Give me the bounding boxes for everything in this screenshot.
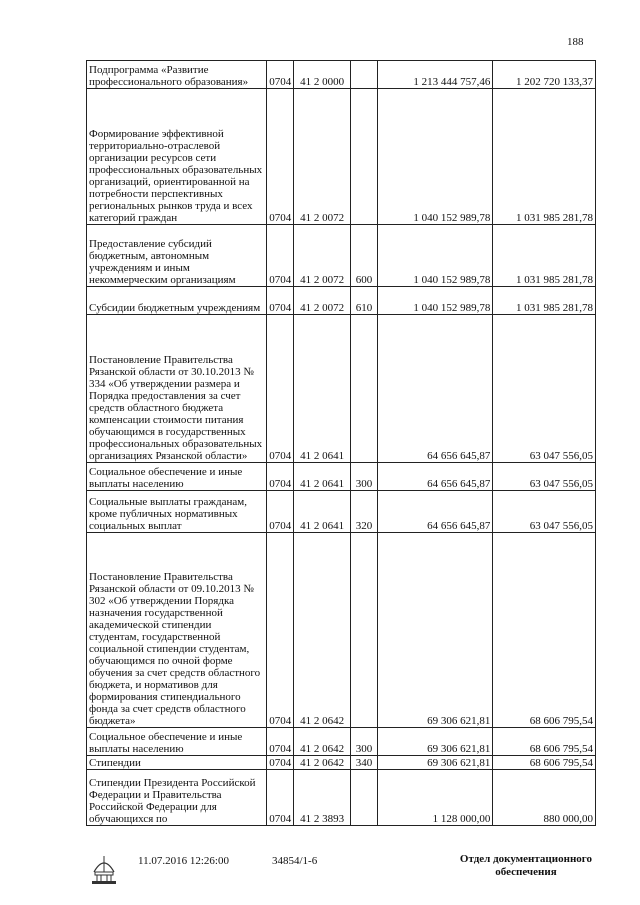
row-expense-type: 300 <box>350 463 377 491</box>
department-line-1: Отдел документационного <box>459 853 592 865</box>
row-amount-year1: 1 040 152 989,78 <box>378 287 493 315</box>
table-row <box>87 315 596 463</box>
row-section: 0704 <box>267 491 294 533</box>
table-row <box>87 463 596 491</box>
row-amount-year2: 1 031 985 281,78 <box>493 225 596 287</box>
registration-timestamp: 11.07.2016 12:26:00 <box>138 855 229 867</box>
row-amount-year1: 1 128 000,00 <box>378 770 493 826</box>
table-row <box>87 770 596 826</box>
department-label <box>460 853 592 879</box>
row-amount-year2: 63 047 556,05 <box>493 491 596 533</box>
row-expense-type: 300 <box>350 728 377 756</box>
row-amount-year2: 68 606 795,54 <box>493 533 596 728</box>
row-name: Социальное обеспечение и иные выплаты населению <box>87 728 267 756</box>
row-expense-type <box>350 770 377 826</box>
row-section: 0704 <box>267 533 294 728</box>
row-expense-type <box>350 89 377 225</box>
row-section: 0704 <box>267 315 294 463</box>
row-name: Социальные выплаты гражданам, кроме публичных нормативных социальных выплат <box>87 491 267 533</box>
row-target-article: 41 2 0642 <box>294 728 351 756</box>
row-target-article: 41 2 0000 <box>294 61 351 89</box>
row-amount-year1: 1 040 152 989,78 <box>378 225 493 287</box>
page-footer <box>86 853 596 893</box>
page-number: 188 <box>567 36 584 48</box>
row-expense-type <box>350 61 377 89</box>
row-amount-year1: 1 040 152 989,78 <box>378 89 493 225</box>
row-expense-type: 340 <box>350 756 377 770</box>
row-expense-type: 600 <box>350 225 377 287</box>
table-row <box>87 756 596 770</box>
table-row <box>87 533 596 728</box>
row-amount-year2: 68 606 795,54 <box>493 756 596 770</box>
row-section: 0704 <box>267 61 294 89</box>
row-name: Социальное обеспечение и иные выплаты населению <box>87 463 267 491</box>
row-section: 0704 <box>267 728 294 756</box>
row-target-article: 41 2 0641 <box>294 491 351 533</box>
row-amount-year2: 63 047 556,05 <box>493 463 596 491</box>
row-section: 0704 <box>267 463 294 491</box>
row-name: Стипендии Президента Российской Федерации и Правительства Российской Федерации для обучающихся по <box>87 770 267 826</box>
table-row <box>87 491 596 533</box>
row-target-article: 41 2 0072 <box>294 225 351 287</box>
row-amount-year2: 1 031 985 281,78 <box>493 89 596 225</box>
row-target-article: 41 2 0072 <box>294 287 351 315</box>
row-section: 0704 <box>267 225 294 287</box>
row-amount-year1: 69 306 621,81 <box>378 533 493 728</box>
document-number: 34854/1-6 <box>272 855 318 867</box>
row-expense-type <box>350 533 377 728</box>
table-row <box>87 61 596 89</box>
row-amount-year2: 880 000,00 <box>493 770 596 826</box>
row-name: Стипендии <box>87 756 267 770</box>
row-name: Формирование эффективной территориально-отраслевой организации ресурсов сети профессиональных образовательных организаций, ориентированной на потребности перспективных региональных рынков труда и всех категорий граждан <box>87 89 267 225</box>
table-row <box>87 225 596 287</box>
row-expense-type <box>350 315 377 463</box>
row-name: Предоставление субсидий бюджетным, автономным учреждениям и иным некоммерческим организациям <box>87 225 267 287</box>
row-amount-year1: 1 213 444 757,46 <box>378 61 493 89</box>
row-section: 0704 <box>267 287 294 315</box>
row-target-article: 41 2 3893 <box>294 770 351 826</box>
row-target-article: 41 2 0072 <box>294 89 351 225</box>
row-section: 0704 <box>267 770 294 826</box>
row-name: Постановление Правительства Рязанской области от 09.10.2013 № 302 «Об утверждении Порядка назначения государственной академической стипендии студентам, государственной социальной стипендии студентам, обучающимся по очной форме обучения за счет средств областного бюджета, и нормативов для формирования стипендиального фонда за счет средств областного бюджета» <box>87 533 267 728</box>
row-target-article: 41 2 0641 <box>294 315 351 463</box>
row-amount-year1: 69 306 621,81 <box>378 756 493 770</box>
row-amount-year2: 1 202 720 133,37 <box>493 61 596 89</box>
row-amount-year2: 63 047 556,05 <box>493 315 596 463</box>
duma-logo-icon <box>86 850 122 886</box>
table-row <box>87 728 596 756</box>
row-amount-year1: 69 306 621,81 <box>378 728 493 756</box>
row-amount-year1: 64 656 645,87 <box>378 315 493 463</box>
row-amount-year2: 68 606 795,54 <box>493 728 596 756</box>
table-row <box>87 287 596 315</box>
row-amount-year2: 1 031 985 281,78 <box>493 287 596 315</box>
department-line-2: обеспечения <box>495 866 557 878</box>
row-target-article: 41 2 0641 <box>294 463 351 491</box>
row-expense-type: 320 <box>350 491 377 533</box>
row-name: Субсидии бюджетным учреждениям <box>87 287 267 315</box>
row-section: 0704 <box>267 756 294 770</box>
budget-table <box>86 60 596 826</box>
row-amount-year1: 64 656 645,87 <box>378 491 493 533</box>
row-section: 0704 <box>267 89 294 225</box>
table-row <box>87 89 596 225</box>
row-name: Постановление Правительства Рязанской области от 30.10.2013 № 334 «Об утверждении размера и Порядка предоставления за счет средств областного бюджета компенсации стоимости питания обучающимся в государственных профессиональных образовательных организациях Рязанской области» <box>87 315 267 463</box>
row-target-article: 41 2 0642 <box>294 533 351 728</box>
row-amount-year1: 64 656 645,87 <box>378 463 493 491</box>
row-expense-type: 610 <box>350 287 377 315</box>
row-target-article: 41 2 0642 <box>294 756 351 770</box>
row-name: Подпрограмма «Развитие профессионального образования» <box>87 61 267 89</box>
